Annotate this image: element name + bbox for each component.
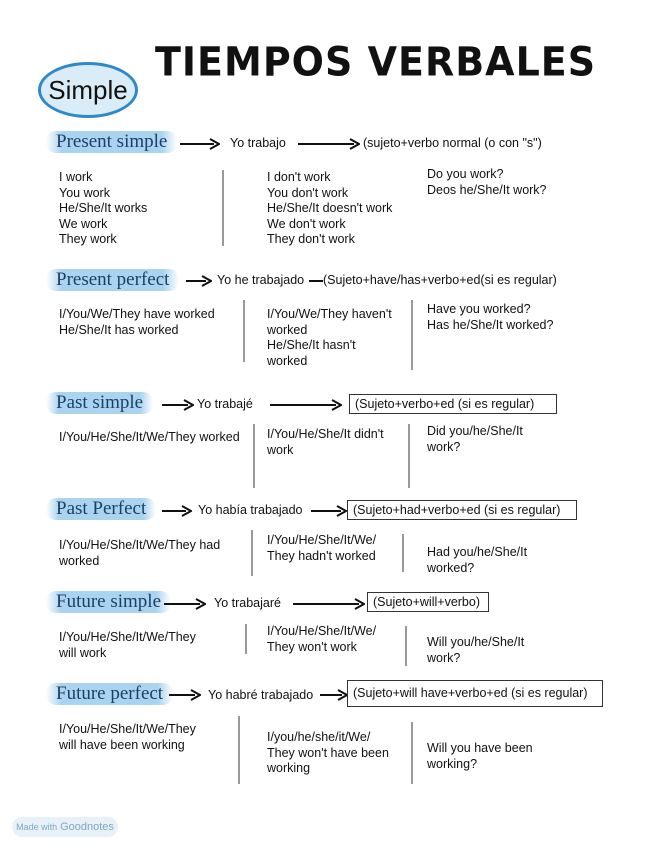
present-simple-label: Present simple <box>46 131 177 153</box>
past-simple-question <box>427 424 523 455</box>
list-item: He/She/It has worked <box>59 322 179 337</box>
connector-line <box>309 280 323 282</box>
list-item: You work <box>59 185 110 200</box>
arrow-icon <box>186 274 212 288</box>
past-perfect-negative <box>267 533 376 564</box>
list-item: work? <box>427 650 461 665</box>
made-with-text: Made with <box>16 822 58 832</box>
list-item: He/She/It hasn't <box>267 338 356 352</box>
list-item: Has he/She/It worked? <box>427 317 554 332</box>
future-perfect-question <box>427 741 533 772</box>
divider <box>245 624 247 654</box>
divider <box>405 626 407 666</box>
future-simple-label: Future simple <box>46 591 171 613</box>
past-perfect-question <box>427 545 527 576</box>
list-item: I work <box>59 170 93 184</box>
past-simple-negative <box>267 427 384 458</box>
arrow-icon <box>270 398 342 412</box>
future-perfect-negative <box>267 730 389 777</box>
list-item: I/You/He/She/It/We/ <box>267 624 377 638</box>
list-item: I/You/He/She/It/We/ <box>267 533 377 547</box>
list-item: work? <box>427 439 461 454</box>
arrow-icon <box>162 504 192 518</box>
future-perfect-affirmative <box>59 722 196 753</box>
present-simple-example: Yo trabajo <box>230 136 286 150</box>
list-item: worked <box>267 322 308 337</box>
list-item: I/You/He/She/It/We/They <box>59 630 196 644</box>
present-perfect-question <box>427 302 553 333</box>
list-item: They don't work <box>267 232 355 246</box>
present-simple-affirmative <box>59 170 147 248</box>
list-item: Will you/he/She/It <box>427 635 525 649</box>
divider <box>251 530 253 576</box>
arrow-icon <box>311 504 347 518</box>
past-simple-example: Yo trabajé <box>197 397 253 411</box>
divider <box>222 170 224 246</box>
arrow-icon <box>298 137 360 151</box>
present-simple-formula: (sujeto+verbo normal (o con "s") <box>363 136 542 150</box>
list-item: They won't have been <box>267 745 389 760</box>
list-item: I/You/We/They haven't <box>267 307 392 321</box>
list-item: Did you/he/She/It <box>427 424 523 438</box>
list-item: They work <box>59 232 117 246</box>
divider <box>408 424 410 488</box>
past-perfect-label: Past Perfect <box>46 498 156 520</box>
list-item: working <box>267 761 311 775</box>
list-item: We work <box>59 216 108 231</box>
future-perfect-label: Future perfect <box>46 683 173 705</box>
divider <box>238 716 240 784</box>
arrow-icon <box>162 398 194 412</box>
page-title: TIEMPOS VERBALES <box>155 38 597 86</box>
list-item: They won't work <box>267 639 357 654</box>
divider <box>411 722 413 784</box>
list-item: will have been working <box>59 737 185 752</box>
future-simple-negative <box>267 624 376 655</box>
divider <box>402 534 404 572</box>
list-item: You don't work <box>267 185 349 200</box>
future-simple-example: Yo trabajaré <box>214 596 281 610</box>
list-item: worked <box>267 353 308 368</box>
list-item: He/She/It doesn't work <box>267 201 393 215</box>
arrow-icon <box>164 597 206 611</box>
present-simple-question <box>427 167 547 198</box>
list-item: working? <box>427 756 478 771</box>
present-perfect-negative <box>267 307 392 369</box>
past-perfect-formula: (Sujeto+had+verbo+ed (si es regular) <box>347 500 577 520</box>
list-item: worked <box>59 553 100 568</box>
present-perfect-example: Yo he trabajado <box>217 273 305 287</box>
past-simple-formula: (Sujeto+verbo+ed (si es regular) <box>349 394 557 414</box>
arrow-icon <box>293 597 365 611</box>
future-simple-affirmative <box>59 630 196 661</box>
simple-badge: Simple <box>38 62 138 118</box>
divider <box>243 300 245 362</box>
list-item: I/You/He/She/It didn't <box>267 427 384 441</box>
arrow-icon <box>320 688 348 702</box>
list-item: work <box>267 442 294 457</box>
list-item: Deos he/She/It work? <box>427 182 547 197</box>
future-simple-question <box>427 635 524 666</box>
list-item: I/You/He/She/It/We/They <box>59 722 196 736</box>
list-item: will work <box>59 645 107 660</box>
past-perfect-affirmative <box>59 538 220 569</box>
present-perfect-formula: (Sujeto+have/has+verbo+ed(si es regular) <box>323 273 557 287</box>
divider <box>253 424 255 488</box>
present-perfect-affirmative <box>59 307 215 338</box>
arrow-icon <box>169 688 201 702</box>
past-simple-affirmative <box>59 430 240 446</box>
list-item: I don't work <box>267 170 331 184</box>
future-perfect-example: Yo habré trabajado <box>208 688 314 702</box>
list-item: Will you have been <box>427 741 533 755</box>
divider <box>411 300 413 370</box>
present-perfect-label: Present perfect <box>46 269 179 291</box>
list-item: We don't work <box>267 216 346 231</box>
future-simple-formula: (Sujeto+will+verbo) <box>367 592 489 612</box>
past-simple-label: Past simple <box>46 392 153 414</box>
list-item: I/you/he/she/it/We/ <box>267 730 371 744</box>
list-item: I/You/He/She/It/We/They worked <box>59 430 240 444</box>
list-item: Have you worked? <box>427 302 531 316</box>
list-item: I/You/He/She/It/We/They had <box>59 538 221 552</box>
list-item: He/She/It works <box>59 201 148 215</box>
future-perfect-formula: (Sujeto+will have+verbo+ed (si es regular) <box>347 680 603 707</box>
past-perfect-example: Yo había trabajado <box>198 503 303 517</box>
list-item: Had you/he/She/It <box>427 545 528 559</box>
list-item: Do you work? <box>427 167 504 181</box>
goodnotes-badge <box>12 817 118 837</box>
present-simple-negative <box>267 170 392 248</box>
goodnotes-logo: Goodnotes <box>60 821 114 833</box>
list-item: worked? <box>427 560 475 575</box>
arrow-icon <box>180 137 220 151</box>
list-item: They hadn't worked <box>267 548 376 563</box>
list-item: I/You/We/They have worked <box>59 307 215 321</box>
